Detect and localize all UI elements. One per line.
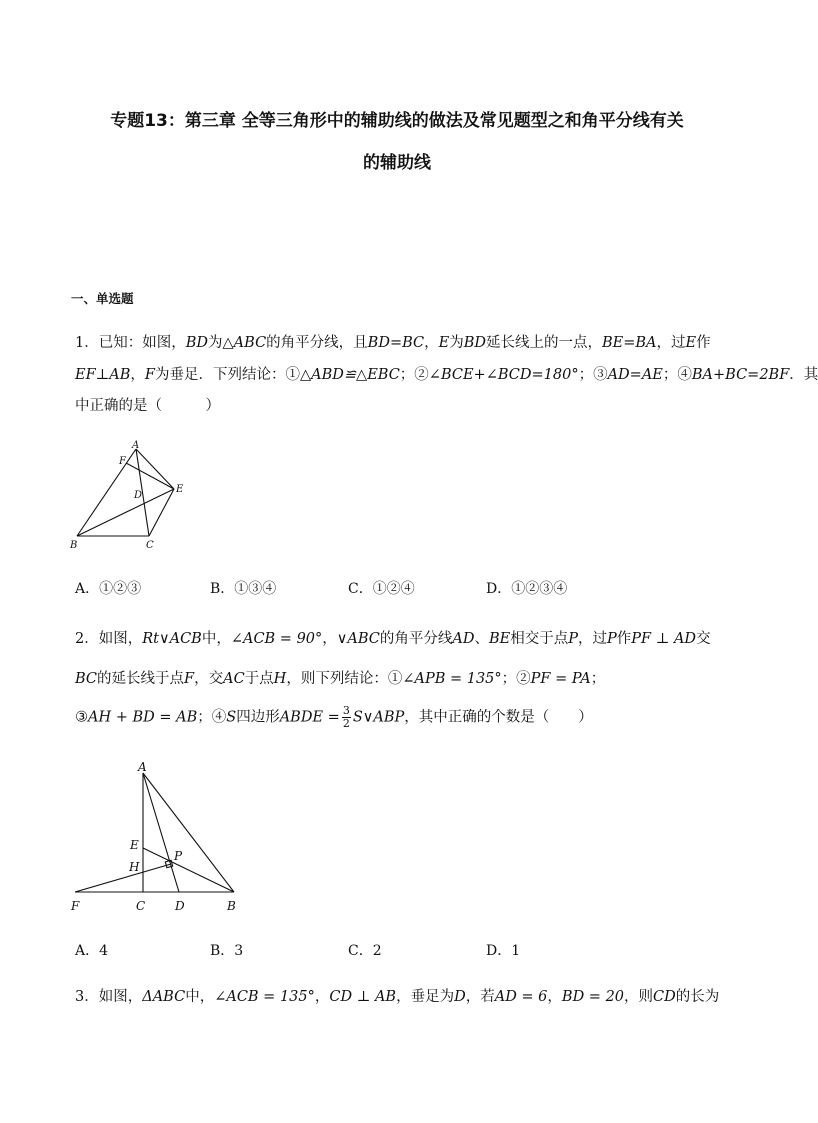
page-title: 专题13：第三章 全等三角形中的辅助线的做法及常见题型之和角平分线有关 xyxy=(110,111,684,131)
segment-ad xyxy=(143,773,179,892)
segment-eb xyxy=(143,848,234,892)
segment-fe xyxy=(126,463,174,489)
section-heading: 一、单选题 xyxy=(71,291,134,306)
label-a: A xyxy=(132,440,140,451)
label-h: H xyxy=(129,860,140,874)
q1-line-1: 1．已知：如图，BD为△ABC的角平分线，且BD=BC，E为BD延长线上的一点，BE=BA，过E作 xyxy=(75,335,711,351)
label-f: F xyxy=(119,456,126,467)
segment-ab xyxy=(77,449,136,536)
q2-line-3: ③AH + BD = AB；④S四边形ABDE = $\frac{3}{2}$ S∨ABP，其中正确的个数是（ ） xyxy=(75,704,593,730)
segment-be xyxy=(77,489,174,536)
q1-option-a[interactable]: A．①②③ xyxy=(75,581,142,597)
label-e: E xyxy=(176,484,184,495)
label-b: B xyxy=(227,899,236,913)
q2-option-d[interactable]: D．1 xyxy=(486,943,521,959)
q1-option-c[interactable]: C．①②④ xyxy=(348,581,415,597)
label-e: E xyxy=(130,838,139,852)
label-a: A xyxy=(138,760,147,774)
q2-line-1: 2．如图，Rt∨ACB中，∠ACB = 90°，∨ABC的角平分线AD、BE相交于点P，过P作PF ⊥ AD交 xyxy=(75,631,711,647)
segment-ae xyxy=(136,449,174,489)
label-d: D xyxy=(134,490,143,501)
segment-ce xyxy=(149,489,174,536)
right-angle-mark xyxy=(165,860,172,867)
label-p: P xyxy=(174,849,183,863)
q2-option-b[interactable]: B．3 xyxy=(210,943,244,959)
label-b: B xyxy=(70,540,78,551)
label-d: D xyxy=(175,899,185,913)
segment-ab xyxy=(143,773,234,892)
q2-option-c[interactable]: C．2 xyxy=(348,943,382,959)
q2-figure xyxy=(66,758,246,918)
fraction-three-halves: $\frac{3}{2}$ xyxy=(342,704,350,730)
label-c: C xyxy=(146,540,154,551)
q2-option-a[interactable]: A．4 xyxy=(75,943,109,959)
segment-fp xyxy=(75,864,171,892)
q1-line-3: 中正确的是（ ） xyxy=(75,398,220,414)
q1-option-d[interactable]: D．①②③④ xyxy=(486,581,568,597)
q2-line-2: BC的延长线于点F，交AC于点H，则下列结论：①∠APB = 135°；②PF = PA； xyxy=(75,671,606,687)
q1-line-2: EF⊥AB，F为垂足．下列结论：①△ABD≌△EBC；②∠BCE+∠BCD=180°；③AD=AE；④BA+BC=2BF．其 xyxy=(75,367,818,383)
q1-option-b[interactable]: B．①③④ xyxy=(210,581,277,597)
label-c: C xyxy=(136,899,146,913)
q1-figure xyxy=(66,438,186,553)
page-title-continued: 的辅助线 xyxy=(363,153,431,173)
q3-line-1: 3．如图，ΔABC中，∠ACB = 135°，CD ⊥ AB，垂足为D，若AD = 6，BD = 20，则CD的长为 xyxy=(75,989,720,1005)
label-f: F xyxy=(71,899,80,913)
